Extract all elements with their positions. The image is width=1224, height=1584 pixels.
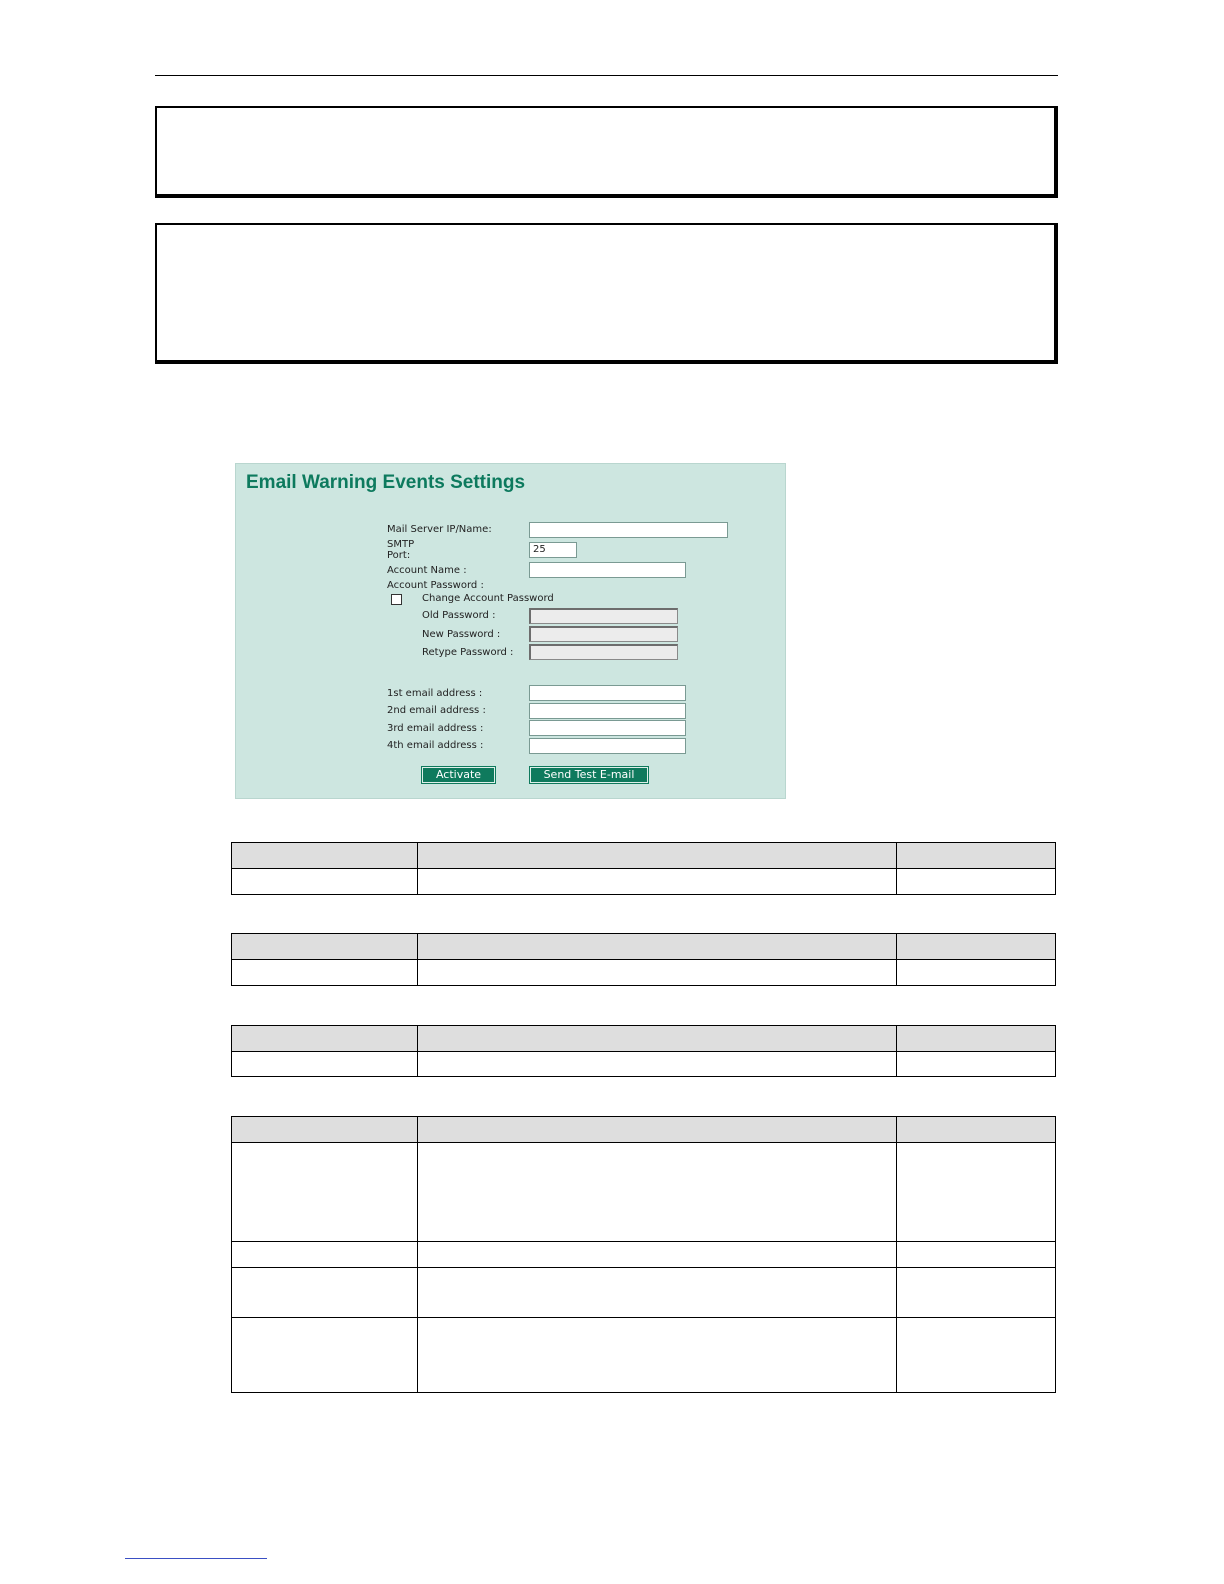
table-header-cell <box>231 843 417 869</box>
table-cell <box>417 960 896 986</box>
table-header-cell <box>231 1026 417 1052</box>
table-cell <box>896 1318 1056 1393</box>
smtp-port-input[interactable]: 25 <box>529 542 577 558</box>
send-test-email-button[interactable]: Send Test E-mail <box>530 767 648 783</box>
table-cell <box>896 869 1056 895</box>
table-row <box>231 1142 1056 1242</box>
table-cell <box>896 1242 1056 1268</box>
panel-title: Email Warning Events Settings <box>246 472 526 493</box>
settings-reference-table <box>231 1116 1056 1393</box>
table-cell <box>231 1143 417 1242</box>
mail-server-label: Mail Server IP/Name: <box>387 524 492 535</box>
new-password-input[interactable] <box>529 626 678 642</box>
change-password-label: Change Account Password <box>422 593 554 604</box>
footer-link-underline <box>125 1558 267 1559</box>
email-2-label: 2nd email address : <box>387 705 486 716</box>
email-3-input[interactable] <box>529 720 686 736</box>
activate-button[interactable]: Activate <box>422 767 495 783</box>
account-name-label: Account Name : <box>387 565 467 576</box>
callout-box <box>155 106 1058 198</box>
old-password-label: Old Password : <box>422 610 496 621</box>
email-1-label: 1st email address : <box>387 688 483 699</box>
table-header-cell <box>896 1026 1056 1052</box>
table-row <box>231 959 1056 986</box>
table-header-cell <box>231 1117 417 1143</box>
table-cell <box>417 1318 896 1393</box>
smtp-port-label-line1: SMTP <box>387 539 415 550</box>
mail-server-input[interactable] <box>529 522 728 538</box>
table-header-row <box>231 1025 1056 1052</box>
table-header-cell <box>417 1026 896 1052</box>
table-cell <box>896 1143 1056 1242</box>
settings-reference-table <box>231 933 1056 986</box>
retype-password-label: Retype Password : <box>422 647 514 658</box>
table-row <box>231 1317 1056 1393</box>
table-header-cell <box>231 934 417 960</box>
table-header-cell <box>896 1117 1056 1143</box>
settings-reference-table <box>231 842 1056 895</box>
table-header-row <box>231 1116 1056 1143</box>
table-row <box>231 1051 1056 1077</box>
email-warning-settings-panel <box>235 463 786 799</box>
email-2-input[interactable] <box>529 703 686 719</box>
table-cell <box>231 1052 417 1077</box>
page-header-rule <box>155 75 1058 76</box>
email-3-label: 3rd email address : <box>387 723 484 734</box>
retype-password-input[interactable] <box>529 644 678 660</box>
old-password-input[interactable] <box>529 608 678 624</box>
table-cell <box>417 869 896 895</box>
account-name-input[interactable] <box>529 562 686 578</box>
table-cell <box>231 1318 417 1393</box>
table-cell <box>231 869 417 895</box>
table-cell <box>417 1143 896 1242</box>
callout-box <box>155 223 1058 364</box>
table-row <box>231 1241 1056 1268</box>
account-password-label: Account Password : <box>387 580 484 591</box>
table-cell <box>231 960 417 986</box>
email-4-label: 4th email address : <box>387 740 484 751</box>
table-header-cell <box>417 1117 896 1143</box>
email-1-input[interactable] <box>529 685 686 701</box>
table-row <box>231 1267 1056 1318</box>
table-header-row <box>231 842 1056 869</box>
email-4-input[interactable] <box>529 738 686 754</box>
table-header-cell <box>417 843 896 869</box>
table-header-cell <box>896 934 1056 960</box>
table-header-cell <box>896 843 1056 869</box>
change-password-checkbox[interactable] <box>391 594 402 605</box>
table-cell <box>231 1268 417 1318</box>
new-password-label: New Password : <box>422 629 501 640</box>
settings-reference-table <box>231 1025 1056 1078</box>
table-cell <box>896 1268 1056 1318</box>
table-cell <box>231 1242 417 1268</box>
smtp-port-label-line2: Port: <box>387 550 411 561</box>
table-header-cell <box>417 934 896 960</box>
table-cell <box>417 1052 896 1077</box>
table-header-row <box>231 933 1056 960</box>
table-cell <box>417 1268 896 1318</box>
table-row <box>231 868 1056 895</box>
table-cell <box>417 1242 896 1268</box>
table-cell <box>896 960 1056 986</box>
table-cell <box>896 1052 1056 1077</box>
